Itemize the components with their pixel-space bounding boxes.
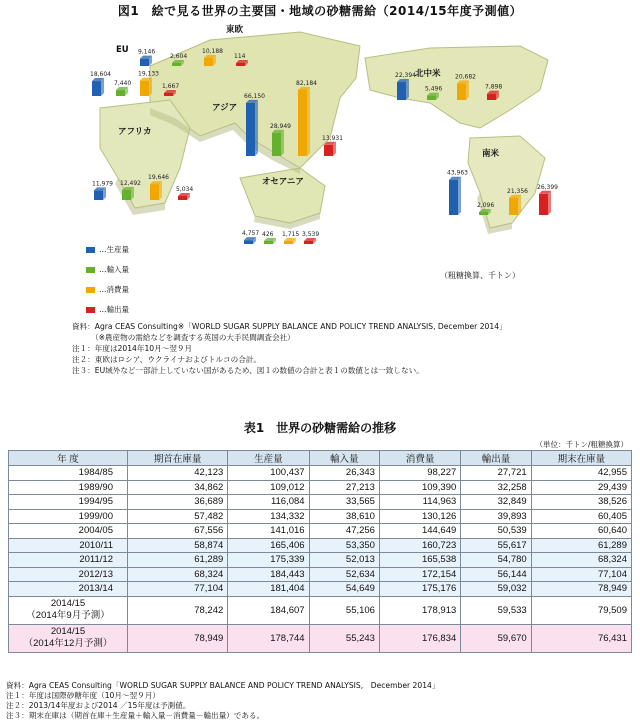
region-bar	[94, 190, 103, 200]
cell-value: 77,104	[128, 582, 228, 597]
region-bar	[324, 145, 333, 156]
cell-value: 178,744	[228, 624, 309, 652]
cell-value: 61,289	[531, 538, 631, 553]
cell-year-value: 2014/15	[50, 598, 86, 609]
cell-year-value: 2014/15	[50, 626, 86, 637]
legend-consumption	[86, 284, 129, 295]
cell-value: 184,607	[228, 596, 309, 624]
cell-year: 2013/14	[9, 582, 128, 597]
bar-side	[466, 80, 469, 100]
cell-value: 58,874	[128, 538, 228, 553]
cell-value: 98,227	[379, 466, 460, 481]
header-import: 輸入量	[309, 451, 379, 466]
bar-value-label: 1,715	[282, 231, 300, 238]
table-row	[9, 524, 632, 539]
cell-value: 55,243	[309, 624, 379, 652]
cell-value: 76,431	[531, 624, 631, 652]
cell-value: 68,324	[531, 553, 631, 568]
bar-value-label: 114	[234, 53, 246, 60]
cell-value: 79,509	[531, 596, 631, 624]
cell-year: 1994/95	[9, 495, 128, 510]
bar-value-label: 9,146	[138, 48, 156, 56]
region-bar	[236, 63, 245, 66]
region-bar	[487, 94, 496, 100]
cell-value: 61,289	[128, 553, 228, 568]
header-opening-stock: 期首在庫量	[128, 451, 228, 466]
cell-year-note: （2014年12月予測）	[23, 638, 113, 649]
cell-value: 59,032	[461, 582, 531, 597]
cell-year: 2011/12	[9, 553, 128, 568]
bar-value-label: 22,394	[395, 72, 416, 80]
bar-side	[406, 79, 409, 100]
cell-value: 60,640	[531, 524, 631, 539]
region-bar	[272, 133, 281, 156]
bar-side	[548, 191, 551, 215]
legend-swatch-export	[86, 307, 95, 313]
region-bar	[397, 82, 406, 100]
region-bar	[449, 180, 458, 215]
cell-value: 57,482	[128, 509, 228, 524]
region-bar	[178, 196, 187, 200]
legend-import	[86, 264, 129, 275]
header-consumption: 消費量	[379, 451, 460, 466]
cell-value: 172,154	[379, 567, 460, 582]
table-note-2: 注２：2013/14年度および2014 ／15年度は予測値。	[6, 701, 191, 710]
cell-value: 109,012	[228, 480, 309, 495]
table-row	[9, 553, 632, 568]
table-row	[9, 567, 632, 582]
legend-swatch-import	[86, 267, 95, 273]
cell-year: 2004/05	[9, 524, 128, 539]
region-bar	[457, 83, 466, 100]
cell-value: 59,670	[461, 624, 531, 652]
cell-value: 78,949	[531, 582, 631, 597]
region-bar	[172, 63, 181, 66]
cell-year-note: （2014年9月予測）	[26, 610, 110, 621]
cell-value: 67,556	[128, 524, 228, 539]
cell-value: 60,405	[531, 509, 631, 524]
cell-value: 134,332	[228, 509, 309, 524]
region-bar	[246, 103, 255, 156]
cell-value: 33,565	[309, 495, 379, 510]
cell-value: 78,949	[128, 624, 228, 652]
bar-value-label: 19,646	[148, 174, 169, 182]
bar-side	[281, 130, 284, 156]
bar-value-label: 10,188	[202, 47, 223, 55]
header-year: 年 度	[9, 451, 128, 466]
cell-year: 2010/11	[9, 538, 128, 553]
bar-value-label: 18,604	[90, 71, 111, 79]
cell-value: 141,016	[228, 524, 309, 539]
bar-value-label: 20,682	[455, 73, 476, 81]
bar-side	[101, 78, 104, 96]
figure-note-1: 注１：年度は2014年10月～翌９月	[72, 344, 193, 353]
region-bar	[244, 240, 253, 244]
legend-production	[86, 244, 129, 255]
table-note-1: 注１：年度は国際砂糖年度（10月～翌９月）	[6, 691, 160, 700]
region-label-africa: アフリカ	[118, 127, 152, 137]
header-production: 生産量	[228, 451, 309, 466]
cell-value: 42,123	[128, 466, 228, 481]
region-label-oceania: オセアニア	[262, 177, 304, 187]
cell-value: 68,324	[128, 567, 228, 582]
cell-value: 184,443	[228, 567, 309, 582]
cell-value: 175,339	[228, 553, 309, 568]
table-note-3: 注３：期末在庫は（期首在庫＋生産量＋輸入量－消費量－輸出量）である。	[6, 711, 265, 720]
bar-side	[255, 100, 258, 156]
bar-value-label: 43,963	[447, 169, 468, 177]
region-bar	[479, 212, 488, 215]
cell-value: 34,862	[128, 480, 228, 495]
table-title: 表1 世界の砂糖需給の推移	[243, 421, 397, 435]
cell-year: 2012/13	[9, 567, 128, 582]
table-row	[9, 495, 632, 510]
cell-value: 100,437	[228, 466, 309, 481]
table-row	[9, 480, 632, 495]
region-bar	[264, 241, 273, 244]
cell-year: 1989/90	[9, 480, 128, 495]
cell-value: 160,723	[379, 538, 460, 553]
figure-source-note: 資料：Agra CEAS Consulting※「WORLD SUGAR SUPPLY BALANCE AND POLICY TREND ANALYSIS, December 2014」	[72, 322, 507, 331]
figure-unit-note: （粗糖換算、千トン）	[440, 271, 520, 280]
bar-value-label: 3,539	[302, 231, 320, 238]
cell-year	[9, 596, 128, 624]
table-row	[9, 624, 632, 652]
legend-label-consumption: …消費量	[99, 285, 129, 294]
cell-value: 29,439	[531, 480, 631, 495]
bar-value-label: 28,949	[270, 122, 291, 130]
cell-value: 50,539	[461, 524, 531, 539]
bar-value-label: 2,096	[477, 202, 495, 209]
region-label-north-america: 北中米	[415, 69, 441, 79]
region-bar	[150, 184, 159, 200]
bar-value-label: 4,757	[242, 230, 260, 238]
region-bar	[92, 81, 101, 96]
cell-value: 27,213	[309, 480, 379, 495]
cell-value: 27,721	[461, 466, 531, 481]
cell-value: 181,404	[228, 582, 309, 597]
region-bar	[284, 241, 293, 244]
region-bar	[427, 96, 436, 100]
bar-value-label: 5,496	[425, 85, 443, 93]
bar-side	[307, 87, 310, 156]
bar-value-label: 426	[262, 231, 274, 238]
figure-note-3: 注３：EU域外など一部計上していない国があるため、図１の数値の合計と表１の数値とは一致しない。	[72, 366, 424, 375]
cell-value: 78,242	[128, 596, 228, 624]
cell-value: 54,649	[309, 582, 379, 597]
sugar-balance-table	[8, 450, 632, 653]
cell-value: 175,176	[379, 582, 460, 597]
table-row	[9, 509, 632, 524]
cell-year: 1984/85	[9, 466, 128, 481]
header-closing-stock: 期末在庫量	[531, 451, 631, 466]
region-bar	[304, 241, 313, 244]
region-bar	[204, 58, 213, 66]
bar-value-label: 5,034	[176, 185, 194, 193]
region-bar	[122, 190, 131, 200]
region-bar	[164, 93, 173, 96]
bar-value-label: 7,898	[485, 83, 503, 91]
region-bar	[140, 59, 149, 66]
bar-value-label: 13,931	[322, 134, 343, 142]
table-row	[9, 582, 632, 597]
bar-value-label: 66,150	[244, 92, 265, 100]
cell-value: 109,390	[379, 480, 460, 495]
north-america-landmass	[365, 46, 548, 128]
bar-side	[518, 195, 521, 215]
cell-value: 32,849	[461, 495, 531, 510]
legend-label-production: …生産量	[99, 245, 129, 254]
bar-side	[458, 177, 461, 215]
legend-label-import: …輸入量	[99, 265, 129, 274]
cell-value: 55,617	[461, 538, 531, 553]
legend-swatch-production	[86, 247, 95, 253]
world-map-svg	[0, 18, 640, 238]
region-bar	[298, 90, 307, 156]
cell-value: 144,649	[379, 524, 460, 539]
bar-value-label: 7,440	[114, 80, 132, 88]
region-label-eu: EU	[116, 45, 129, 55]
cell-value: 32,258	[461, 480, 531, 495]
bar-value-label: 19,133	[138, 70, 159, 78]
cell-value: 36,689	[128, 495, 228, 510]
table-header-row	[9, 451, 632, 466]
table-source-note: 資料：Agra CEAS Consulting「WORLD SUGAR SUPPLY BALANCE AND POLICY TREND ANALYSIS, December 2014」	[6, 681, 440, 690]
cell-value: 56,144	[461, 567, 531, 582]
bar-value-label: 12,492	[120, 179, 141, 187]
cell-value: 54,780	[461, 553, 531, 568]
figure-note-2: 注２：東欧はロシア、ウクライナおよびトルコの合計。	[72, 355, 262, 364]
cell-value: 38,526	[531, 495, 631, 510]
legend-export	[86, 304, 129, 315]
bar-value-label: 2,604	[170, 53, 188, 60]
legend-swatch-consumption	[86, 287, 95, 293]
region-bar	[140, 81, 149, 96]
bar-value-label: 11,979	[92, 180, 113, 188]
region-label-south-america: 南米	[482, 149, 500, 159]
bar-value-label: 1,667	[162, 83, 180, 90]
cell-value: 116,084	[228, 495, 309, 510]
region-label-asia: アジア	[212, 103, 238, 113]
cell-value: 77,104	[531, 567, 631, 582]
cell-value: 47,256	[309, 524, 379, 539]
bar-value-label: 26,399	[537, 183, 558, 191]
cell-value: 39,893	[461, 509, 531, 524]
cell-value: 165,406	[228, 538, 309, 553]
cell-year: 1999/00	[9, 509, 128, 524]
cell-value: 114,963	[379, 495, 460, 510]
legend-label-export: …輸出量	[99, 305, 129, 314]
cell-value: 178,913	[379, 596, 460, 624]
header-export: 輸出量	[461, 451, 531, 466]
cell-value: 52,634	[309, 567, 379, 582]
region-bar	[509, 198, 518, 215]
bar-value-label: 82,184	[296, 80, 317, 87]
cell-value: 53,350	[309, 538, 379, 553]
cell-value: 42,955	[531, 466, 631, 481]
table-row	[9, 538, 632, 553]
cell-value: 55,106	[309, 596, 379, 624]
bar-side	[149, 78, 152, 96]
cell-value: 176,834	[379, 624, 460, 652]
region-bar	[116, 90, 125, 96]
table-row	[9, 466, 632, 481]
world-map-figure	[0, 18, 640, 238]
region-label-eastern-europe: 東欧	[226, 25, 244, 35]
cell-value: 130,126	[379, 509, 460, 524]
cell-value: 38,610	[309, 509, 379, 524]
cell-value: 59,533	[461, 596, 531, 624]
cell-value: 52,013	[309, 553, 379, 568]
region-bar	[539, 194, 548, 215]
figure-title: 図1 絵で見る世界の主要国・地域の砂糖需給（2014/15年度予測値）	[117, 4, 523, 18]
figure-source-subnote: （※農産物の需給などを調査する英国の大手民間調査会社）	[72, 333, 295, 342]
cell-year	[9, 624, 128, 652]
table-unit: （単位：千トン/粗糖換算）	[535, 440, 628, 449]
cell-value: 26,343	[309, 466, 379, 481]
bar-value-label: 21,356	[507, 187, 528, 195]
cell-value: 165,538	[379, 553, 460, 568]
table-row	[9, 596, 632, 624]
bar-side	[159, 181, 162, 200]
